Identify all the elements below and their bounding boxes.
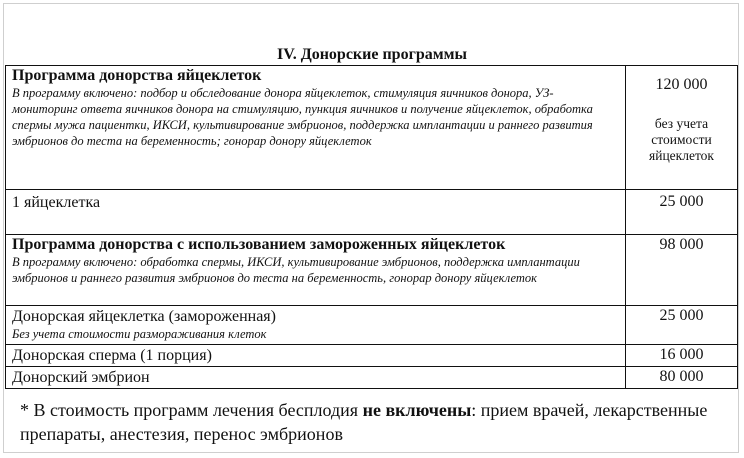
table-row <box>6 367 738 389</box>
service-price: 120 000 <box>655 76 708 93</box>
footnote-emphasis: не включены <box>362 400 472 420</box>
service-name: Донорская яйцеклетка (замороженная) <box>12 308 276 325</box>
price-cell <box>626 235 738 306</box>
footnote-suffix: : прием врачей, лекарственные препараты, анестезия, перенос эмбрионов <box>20 400 708 444</box>
service-price: 98 000 <box>659 236 704 253</box>
table-row <box>6 235 738 306</box>
table-row <box>6 190 738 235</box>
service-price: 80 000 <box>659 368 704 385</box>
service-cell <box>6 306 626 345</box>
service-name: Донорский эмбрион <box>12 369 150 386</box>
price-cell <box>626 190 738 235</box>
footnote <box>20 398 720 446</box>
service-cell <box>6 66 626 190</box>
service-cell <box>6 235 626 306</box>
service-name: Программа донорства яйцеклеток <box>12 67 262 84</box>
price-cell <box>626 306 738 345</box>
footnote-prefix: * В стоимость программ лечения бесплодия <box>20 400 363 420</box>
price-cell <box>626 367 738 389</box>
service-description: Без учета стоимости размораживания клеток <box>12 327 267 341</box>
price-table <box>5 65 738 389</box>
table-row <box>6 345 738 367</box>
section-title: IV. Донорские программы <box>276 46 468 63</box>
price-cell <box>626 66 738 190</box>
service-cell <box>6 367 626 389</box>
service-price: 16 000 <box>659 346 704 363</box>
table-row <box>6 306 738 345</box>
service-cell <box>6 190 626 235</box>
service-cell <box>6 345 626 367</box>
service-name: Донорская сперма (1 порция) <box>12 347 212 364</box>
service-description: В программу включено: обработка спермы, ИКСИ, культивирование эмбрионов, поддержка имплантации эмбрионов и раннего развития эмбрионов до теста на беременность, гонорар донору яйцеклеток <box>12 255 580 285</box>
table-row <box>6 66 738 190</box>
price-cell <box>626 345 738 367</box>
service-price: 25 000 <box>659 193 704 210</box>
service-price: 25 000 <box>659 307 704 324</box>
service-description: В программу включено: подбор и обследование донора яйцеклеток, стимуляция яичников донора, УЗ-мониторинг ответа яичников донора на стимуляцию, пункция яичников и получение яйцеклеток, обработка спермы мужа пациентки, ИКСИ, культивирование эмбрионов, поддержка имплантации и раннего развития эмбрионов до теста на беременность; гонорар донору яйцеклеток <box>12 86 593 148</box>
price-note: без учета стоимости яйцеклеток <box>649 116 714 163</box>
service-name: Программа донорства с использованием замороженных яйцеклеток <box>12 236 506 253</box>
service-name: 1 яйцеклетка <box>12 194 101 211</box>
